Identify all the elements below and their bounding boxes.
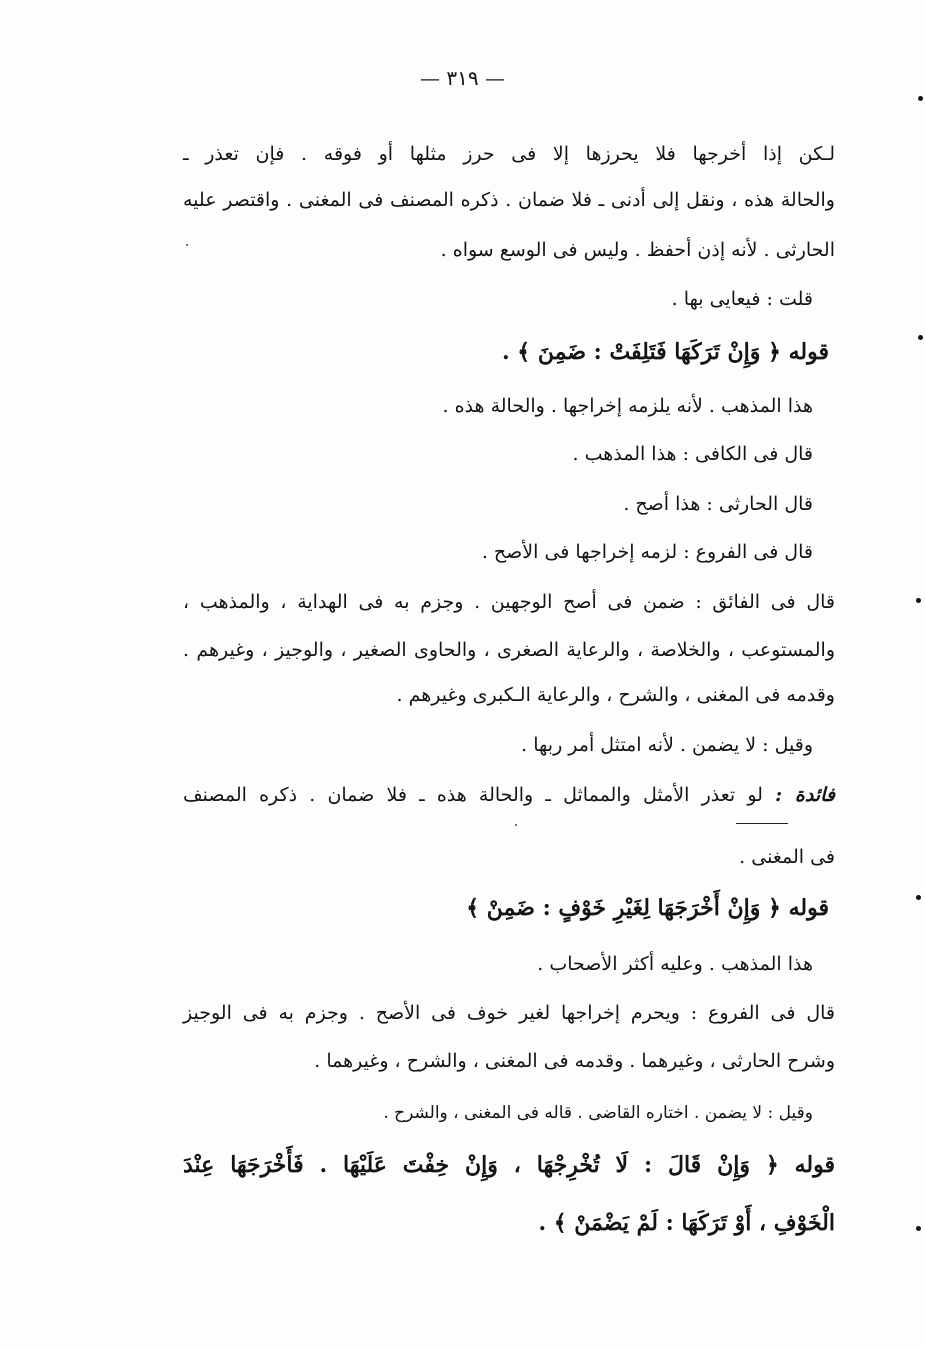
text-line-17: وشرح الحارثى ، وغيرهما . وقدمه فى المغنى ، والشرح ، وغيرهما . (314, 1050, 835, 1072)
fa-ida-label: فائدة : (775, 784, 836, 806)
fa-ida-underline (736, 823, 788, 824)
text-line-14: فى المغنى . (739, 846, 835, 868)
margin-mark (916, 598, 921, 603)
text-line-5: هذا المذهب . لأنه يلزمه إخراجها . والحالة هذه . (442, 395, 813, 417)
heading-line-2: قوله ﴿ وَإِنْ أَخْرَجَهَا لِغَيْرِ خَوْفٍ : ضَمِنْ ﴾ (466, 895, 829, 921)
page-number: — ٣١٩ — (420, 66, 505, 90)
text-line-9: قال فى الفائق : ضمن فى أصح الوجهين . وجزم به فى الهداية ، والمذهب ، (183, 591, 835, 613)
text-line-18: وقيل : لا يضمن . اختاره القاضى . قاله فى المغنى ، والشرح . (383, 1103, 813, 1123)
fa-ida-text: لو تعذر الأمثل والمماثل ـ والحالة هذه ـ فلا ضمان . ذكره المصنف (183, 784, 763, 806)
margin-mark (916, 1226, 921, 1231)
scan-speck (515, 824, 517, 826)
text-line-3: الحارثى . لأنه إذن أحفظ . وليس فى الوسع سواه . (440, 239, 835, 261)
text-line-10: والمستوعب ، والخلاصة ، والرعاية الصغرى ، والحاوى الصغير ، والوجيز ، وغيرهم . (183, 639, 835, 661)
text-line-1: لـكن إذا أخرجها فلا يحرزها إلا فى حرز مثلها أو فوقه . فإن تعذر ـ (183, 143, 835, 165)
text-line-16: قال فى الفروع : ويحرم إخراجها لغير خوف فى الأصح . وجزم به فى الوجيز (183, 1002, 835, 1024)
margin-mark (916, 895, 921, 900)
heading-line-1: قوله ﴿ وَإِنْ تَرَكَهَا فَتَلِفَتْ : ضَمِنَ ﴾ . (501, 339, 829, 365)
text-line-2: والحالة هذه ، ونقل إلى أدنى ـ فلا ضمان . ذكره المصنف فى المغنى . واقتصر عليه (183, 189, 835, 211)
scan-speck (186, 244, 188, 246)
text-line-6: قال فى الكافى : هذا المذهب . (572, 443, 813, 465)
fa-ida-line (183, 778, 835, 812)
text-line-8: قال فى الفروع : لزمه إخراجها فى الأصح . (481, 541, 813, 563)
text-line-7: قال الحارثى : هذا أصح . (623, 493, 813, 515)
margin-mark (918, 335, 923, 340)
text-line-15: هذا المذهب . وعليه أكثر الأصحاب . (537, 953, 813, 975)
text-line-4: قلت : فيعايى بها . (671, 288, 813, 310)
text-line-12: وقيل : لا يضمن . لأنه امتثل أمر ربها . (521, 734, 813, 756)
text-line-11: وقدمه فى المغنى ، والشرح ، والرعاية الـكبرى وغيرهم . (396, 684, 835, 706)
margin-mark (918, 96, 923, 101)
heading-line-3: قوله ﴿ وَإِنْ قَالَ : لَا تُخْرِجْهَا ، وَإِنْ خِفْتَ عَلَيْهَا . فَأَخْرَجَهَا عِنْدَ (183, 1152, 835, 1178)
heading-line-4: الْخَوْفِ ، أَوْ تَرَكَهَا : لَمْ يَضْمَنْ ﴾ . (538, 1210, 835, 1236)
